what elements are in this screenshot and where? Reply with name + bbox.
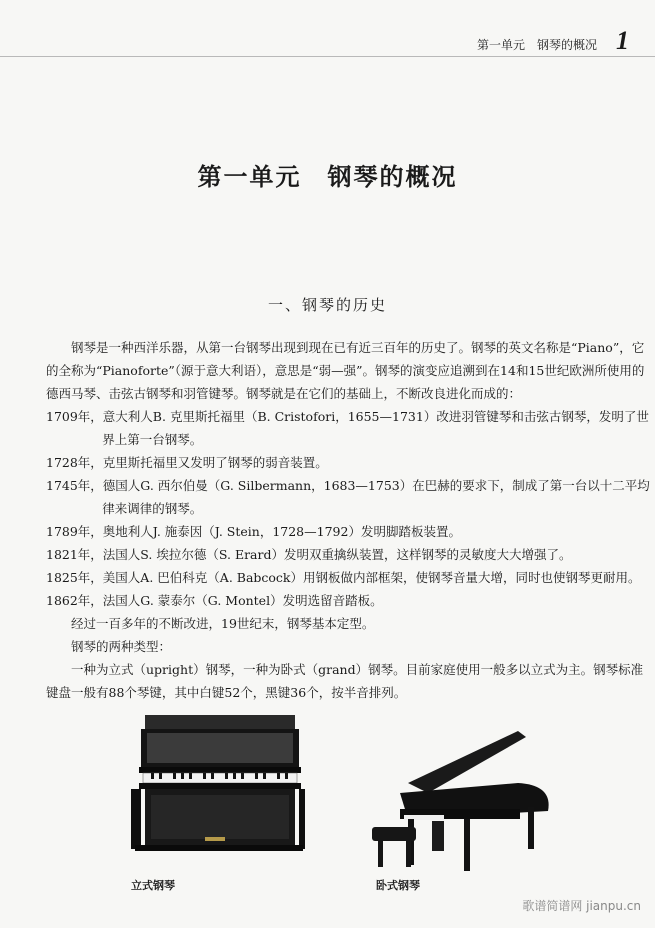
- header-rule: [0, 56, 655, 57]
- types-paragraph: 一种为立式（upright）钢琴，一种为卧式（grand）钢琴。目前家庭使用一般多以立式为主。钢琴标准键盘一般有88个琴键，其中白键52个，黑键36个，按半音排列。: [46, 662, 644, 700]
- types-heading: 钢琴的两种类型：: [71, 639, 172, 654]
- piano-figures: [0, 705, 655, 905]
- history-item: 1825年，美国人A. 巴伯科克（A. Babcock）用钢板做内部框架，使钢琴音量大增，同时也使钢琴更耐用。: [46, 570, 641, 585]
- summary-line: 经过一百多年的不断改进，19世纪末，钢琴基本定型。: [71, 616, 375, 631]
- upright-piano-image: [125, 711, 305, 853]
- page-header: [0, 26, 655, 56]
- history-item: 1821年，法国人S. 埃拉尔德（S. Erard）发明双重擒纵装置，这样钢琴的灵敏度大大增强了。: [46, 547, 572, 562]
- grand-piano-caption: 卧式钢琴: [376, 879, 420, 892]
- history-item: 1862年，法国人G. 蒙泰尔（G. Montel）发明选留音踏板。: [46, 593, 383, 608]
- intro-paragraph: 钢琴是一种西洋乐器，从第一台钢琴出现到现在已有近三百年的历史了。钢琴的英文名称是“Piano”，它的全称为“Pianoforte”（源于意大利语），意思是“弱—强”。钢琴的演变应追溯到在14和15世纪欧洲所使用的德西马琴、击弦古钢琴和羽管键琴。钢琴就是在它们的基础上，不断改良进化而成的：: [46, 340, 645, 401]
- section-title: 一、钢琴的历史: [267, 296, 387, 314]
- grand-piano-image: [368, 723, 558, 873]
- page-number: 1: [616, 26, 629, 55]
- watermark: 歌谱简谱网 jianpu.cn: [522, 899, 641, 913]
- running-header: 第一单元 钢琴的概况: [476, 38, 597, 52]
- history-item: 1745年，德国人G. 西尔伯曼（G. Silbermann，1683—1753）在巴赫的要求下，制成了第一台以十二平均律来调律的钢琴。: [46, 478, 650, 516]
- body-text: [46, 336, 650, 704]
- upright-piano-caption: 立式钢琴: [131, 879, 175, 892]
- history-item: 1709年，意大利人B. 克里斯托福里（B. Cristofori，1655—1731）改进羽管键琴和击弦古钢琴，发明了世界上第一台钢琴。: [46, 409, 649, 447]
- history-item: 1728年，克里斯托福里又发明了钢琴的弱音装置。: [46, 455, 328, 470]
- history-item: 1789年，奥地利人J. 施泰因（J. Stein，1728—1792）发明脚踏板装置。: [46, 524, 461, 539]
- chapter-title: 第一单元 钢琴的概况: [197, 163, 458, 191]
